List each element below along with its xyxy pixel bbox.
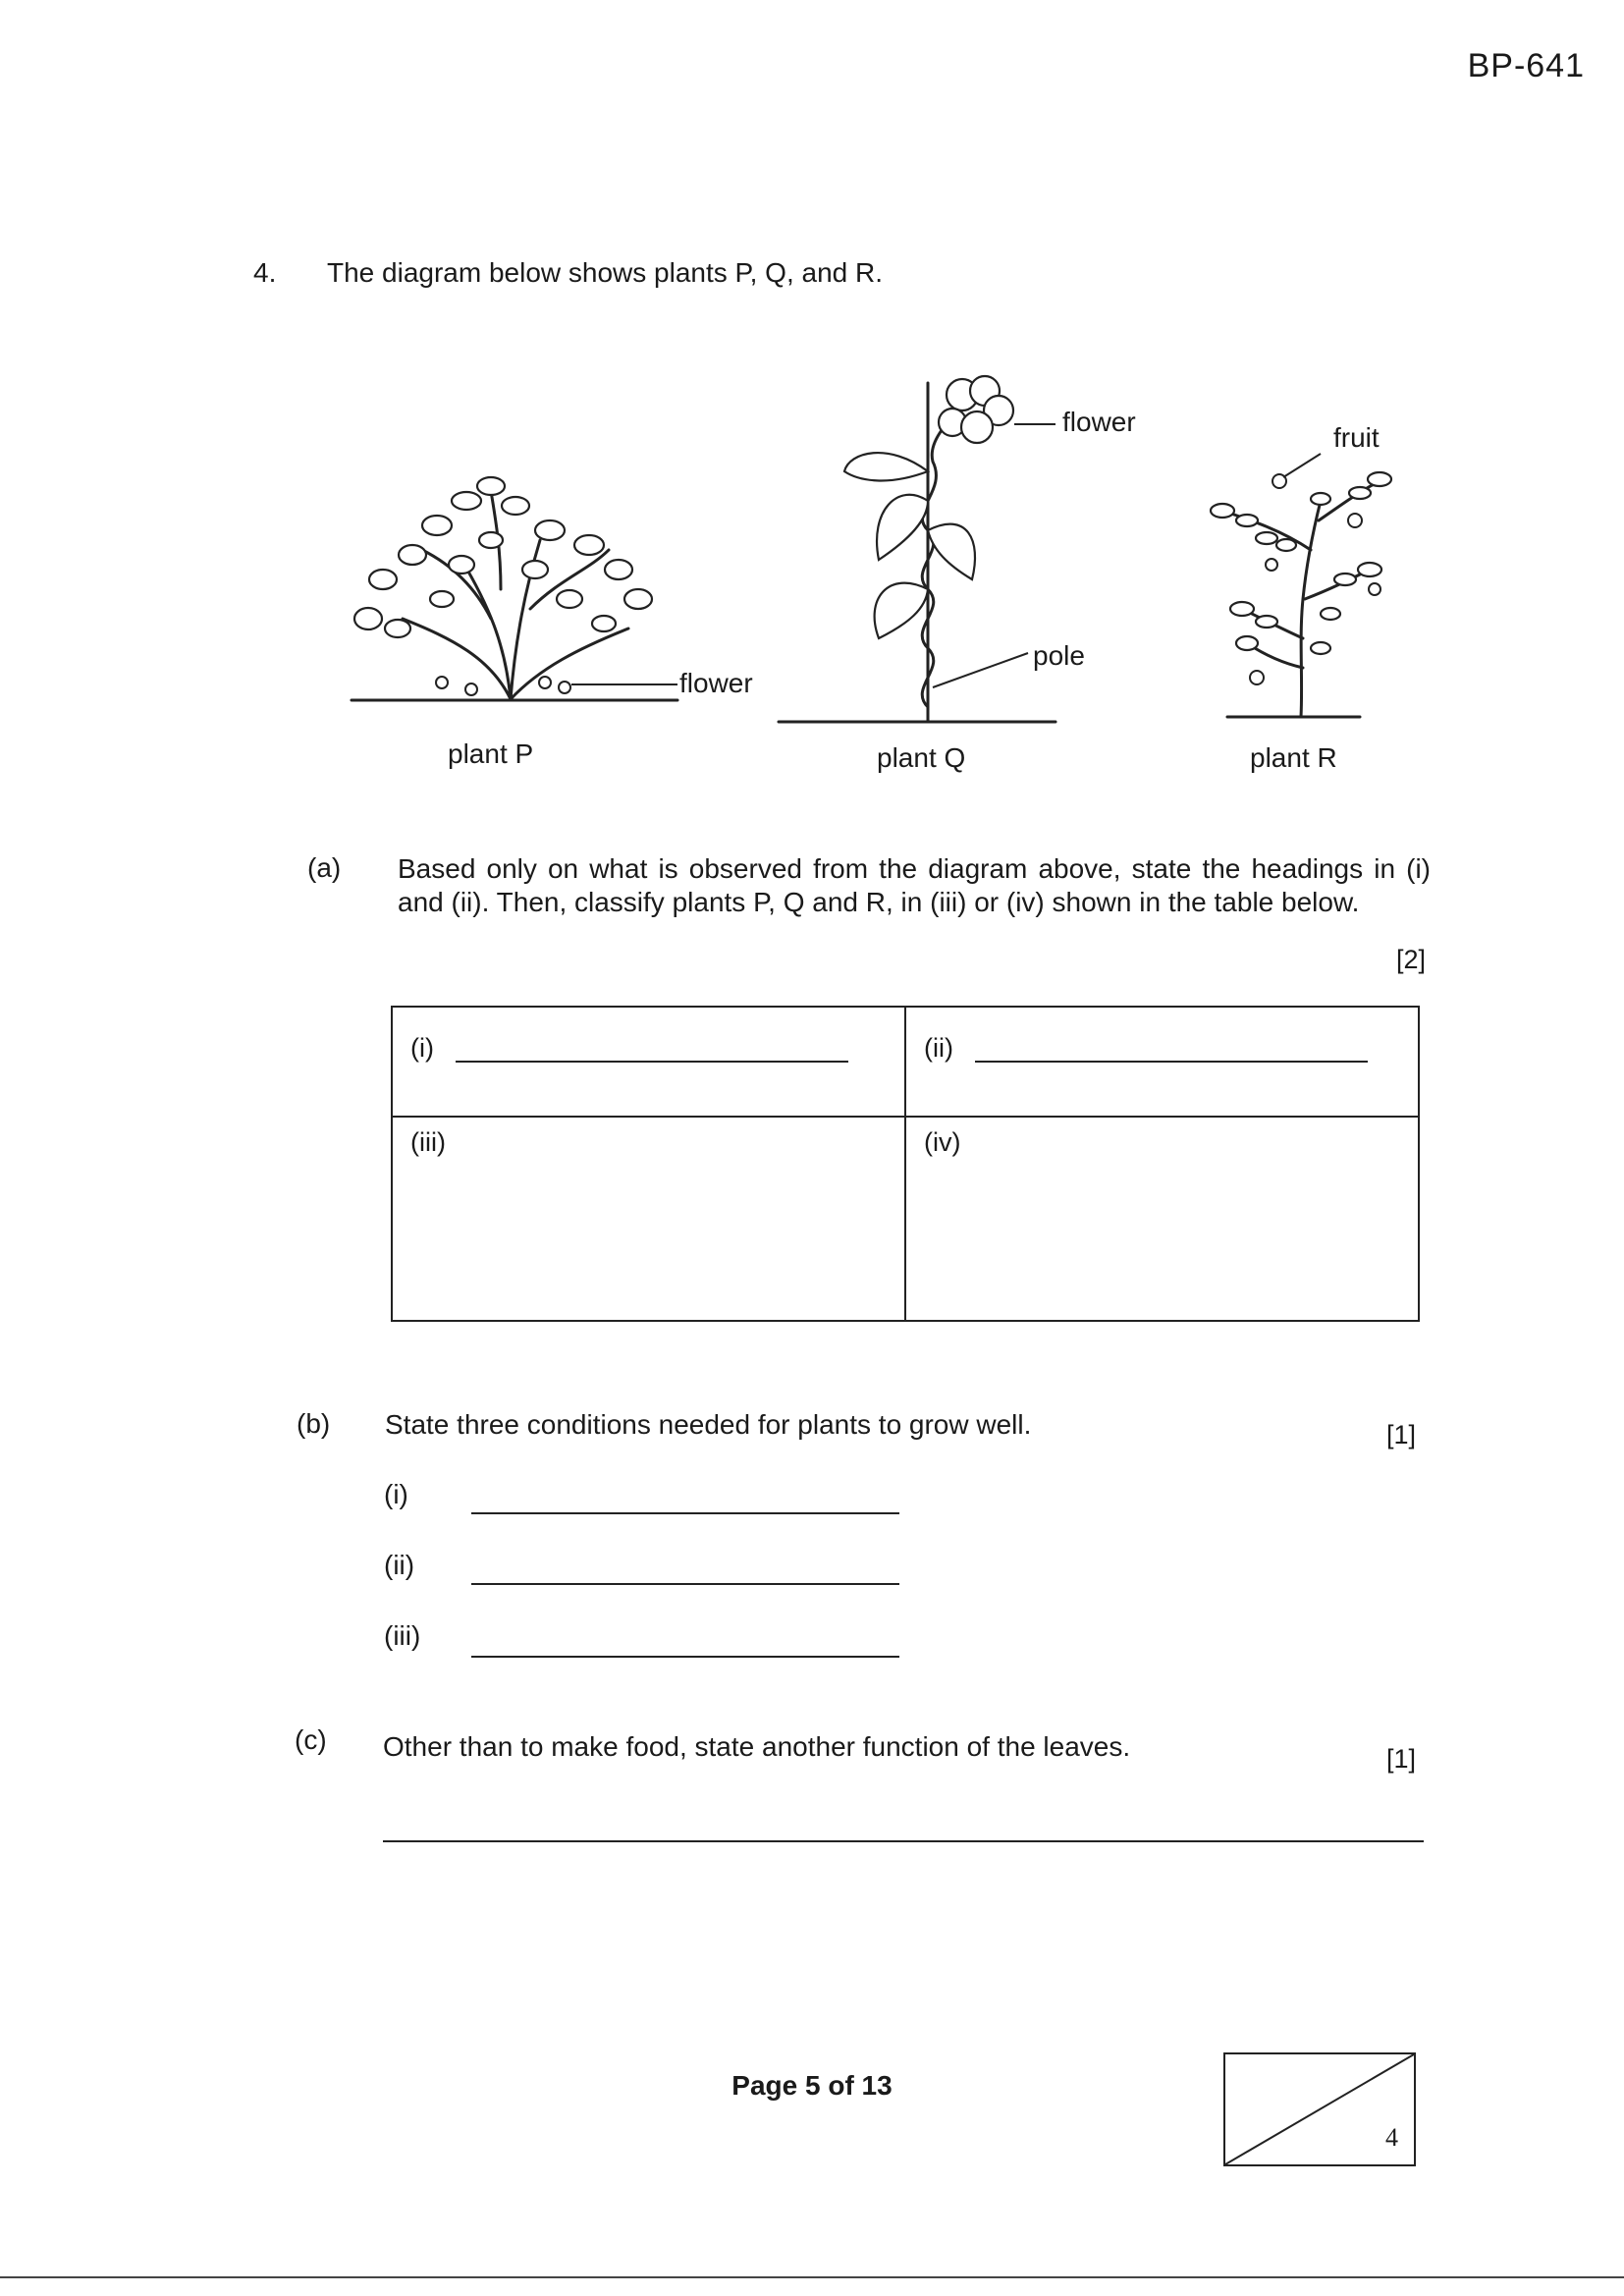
heading-i-blank[interactable] [456, 1061, 848, 1063]
part-b-item-i-label: (i) [384, 1479, 408, 1509]
classification-table [391, 1006, 1420, 1322]
plant-r-drawing [1173, 422, 1429, 727]
plant-p-drawing [344, 432, 687, 727]
part-c-label: (c) [295, 1724, 327, 1755]
part-b-label: (b) [297, 1408, 331, 1439]
group-iv-label: (iv) [924, 1127, 961, 1157]
part-b-item-iii-label: (iii) [384, 1620, 421, 1651]
mark-box [1223, 2052, 1416, 2166]
heading-ii-cell[interactable] [905, 1007, 1419, 1117]
part-a-text: Based only on what is observed from the diagram above, state the headings in (i) and (ii). Then, classify plants P, Q and R, in (iii) or (iv) shown in the table below. [398, 853, 1431, 917]
plant-q-drawing [771, 373, 1065, 727]
part-b-item-ii-label: (ii) [384, 1550, 415, 1580]
plant-r-fruit-label: fruit [1333, 422, 1380, 453]
part-c-text: Other than to make food, state another function of the leaves. [383, 1731, 1131, 1762]
heading-ii-blank[interactable] [975, 1061, 1368, 1063]
group-iii-cell[interactable] [392, 1117, 905, 1321]
question-number: 4. [253, 257, 277, 288]
part-b-item-ii-answer-line[interactable] [471, 1583, 899, 1585]
part-c-marks: [1] [1386, 1744, 1417, 1774]
part-a-label: (a) [307, 852, 342, 883]
heading-ii-label: (ii) [924, 1033, 953, 1063]
mark-box-score: 4 [1385, 2123, 1398, 2152]
heading-i-label: (i) [410, 1033, 434, 1063]
group-iii-label: (iii) [410, 1127, 446, 1157]
paper-code: BP-641 [1467, 47, 1585, 84]
plant-p-caption: plant P [448, 738, 534, 769]
part-b-item-iii-answer-line[interactable] [471, 1656, 899, 1658]
part-b-item-i-answer-line[interactable] [471, 1512, 899, 1514]
plant-r-caption: plant R [1250, 742, 1337, 773]
page-number: Page 5 of 13 [731, 2070, 893, 2101]
group-iv-cell[interactable] [905, 1117, 1419, 1321]
plant-q-pole-label: pole [1033, 640, 1085, 671]
heading-i-cell[interactable] [392, 1007, 905, 1117]
plant-p-flower-label: flower [679, 668, 753, 698]
page-bottom-line [0, 2276, 1624, 2278]
question-intro: The diagram below shows plants P, Q, and R. [327, 257, 884, 288]
part-b-marks: [1] [1386, 1420, 1417, 1449]
part-c-answer-line[interactable] [383, 1840, 1424, 1842]
plant-q-caption: plant Q [877, 742, 966, 773]
part-b-text: State three conditions needed for plants to grow well. [385, 1409, 1032, 1440]
plant-q-flower-label: flower [1062, 407, 1136, 437]
part-a-marks: [2] [1396, 945, 1427, 974]
